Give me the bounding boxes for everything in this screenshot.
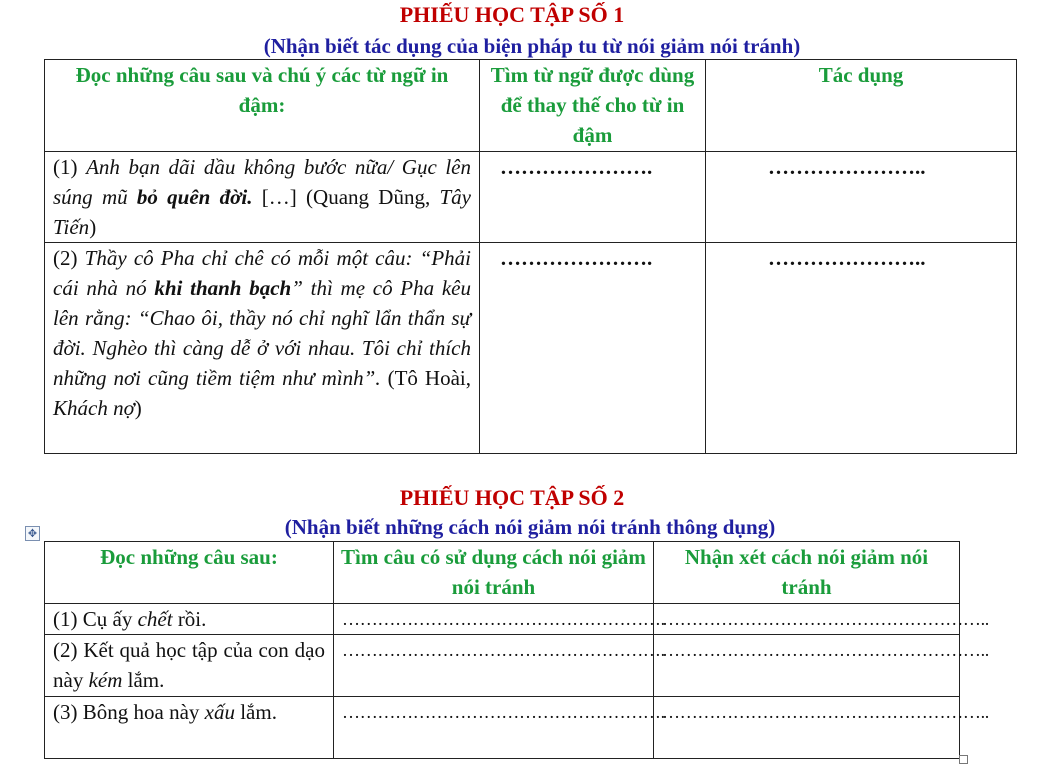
sheet2-row2-comment-cell[interactable] (654, 635, 990, 697)
sheet1-row2-text: (2) Thầy cô Pha chỉ chê có mỗi một câu: “Phải cái nhà nó khi thanh bạch” thì mẹ cô Pha kêu lên rằng: “Chao ôi, thầy nó chỉ nghĩ lẩn thẩn sự đời. Nghèo thì càng dễ ở với nhau. Tôi chỉ thích những nơi cũng tiềm tiệm như mình”. (Tô Hoài, Khách nợ) (45, 243, 480, 454)
table-row (45, 635, 960, 697)
sheet1-row2-effect-cell[interactable] (706, 243, 1017, 454)
sheet2-row3-comment-cell[interactable] (654, 697, 990, 759)
sheet2-header-col3: Nhận xét cách nói giảm nói tránh (654, 542, 960, 604)
answer-blank[interactable]: ………………………………………………. (342, 640, 665, 660)
sheet1-row1-answer-cell[interactable] (480, 152, 706, 243)
sheet2-row2-text: (2) Kết quả học tập của con dạo này kém lắm. (45, 635, 334, 697)
answer-blank[interactable]: …………………. (500, 246, 653, 270)
sheet1-row1-text: (1) Anh bạn dãi dầu không bước nữa/ Gục lên súng mũ bỏ quên đời. […] (Quang Dũng, Tây Tiến) (45, 152, 480, 243)
comment-blank[interactable]: ……………………………………………….. (662, 609, 990, 629)
sheet1-row2-answer-cell[interactable] (480, 243, 706, 454)
answer-blank[interactable]: ………………………………………………. (342, 609, 665, 629)
sheet2-row1-comment-cell[interactable] (654, 604, 990, 635)
sheet2-row3-answer-cell[interactable] (334, 697, 665, 759)
sheet2-header-col1: Đọc những câu sau: (45, 542, 334, 604)
sheet2-subtitle: (Nhận biết những cách nói giảm nói tránh thông dụng) (284, 515, 776, 539)
table-row (45, 697, 960, 759)
sheet2-row1-answer-cell[interactable] (334, 604, 665, 635)
effect-blank[interactable]: ………………….. (768, 155, 926, 179)
sheet1-header-col1: Đọc những câu sau và chú ý các từ ngữ in đậm: (45, 60, 480, 152)
sheet2-header-row (45, 542, 960, 604)
sheet1-table (44, 59, 1017, 454)
comment-blank[interactable]: ……………………………………………….. (662, 640, 990, 660)
resize-handle-icon[interactable] (959, 755, 968, 764)
sheet2-header-col2: Tìm câu có sử dụng cách nói giảm nói tránh (334, 542, 654, 604)
table-row (45, 152, 1017, 243)
sheet1-header-row (45, 60, 1017, 152)
sheet1-subtitle: (Nhận biết tác dụng của biện pháp tu từ nói giảm nói tránh) (263, 34, 801, 58)
sheet1-row1-effect-cell[interactable] (706, 152, 1017, 243)
table-row (45, 604, 960, 635)
answer-blank[interactable]: …………………. (500, 155, 653, 179)
sheet2-title: PHIẾU HỌC TẬP SỐ 2 (399, 485, 625, 510)
sheet1-title: PHIẾU HỌC TẬP SỐ 1 (399, 2, 625, 27)
move-handle-icon[interactable]: ✥ (25, 526, 40, 541)
comment-blank[interactable]: ……………………………………………….. (662, 702, 990, 722)
answer-blank[interactable]: ………………………………………………. (342, 702, 665, 722)
sheet1-header-col3: Tác dụng (706, 60, 1017, 152)
sheet2-row1-text: (1) Cụ ấy chết rồi. (45, 604, 334, 635)
sheet1-header-col2: Tìm từ ngữ được dùng để thay thế cho từ in đậm (480, 60, 706, 152)
effect-blank[interactable]: ………………….. (768, 246, 926, 270)
table-row (45, 243, 1017, 454)
sheet2-table (44, 541, 990, 759)
sheet2-row3-text: (3) Bông hoa này xấu lắm. (45, 697, 334, 759)
sheet2-row2-answer-cell[interactable] (334, 635, 665, 697)
